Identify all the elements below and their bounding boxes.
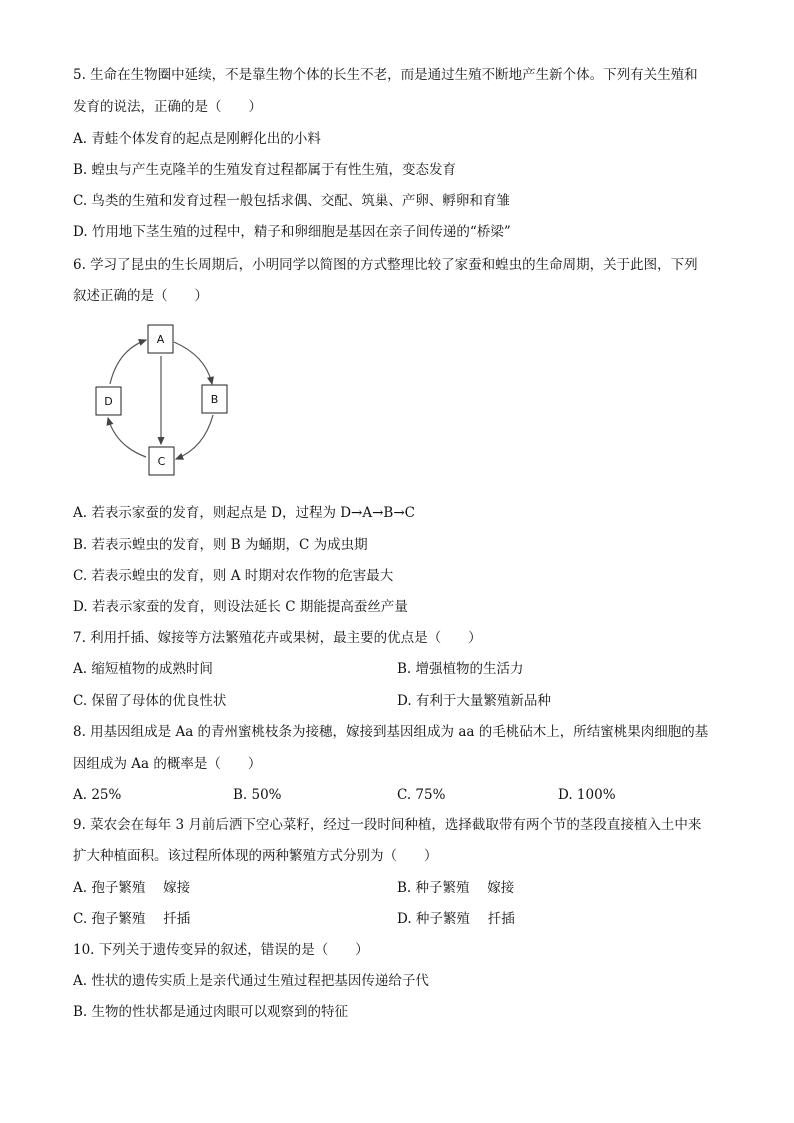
q8-option-b: B. 50% (233, 787, 282, 803)
q5-stem-line2: 发育的说法，正确的是（ ） (73, 99, 262, 115)
q8-option-a: A. 25% (73, 787, 122, 803)
q7-option-b: B. 增强植物的生活力 (397, 661, 524, 677)
q5-option-d: D. 竹用地下茎生殖的过程中，精子和卵细胞是基因在亲子间传递的“桥梁” (73, 224, 511, 240)
q9-option-b: B. 种子繁殖 嫁接 (397, 880, 515, 896)
q6-option-b: B. 若表示蝗虫的发育，则 B 为蛹期，C 为成虫期 (73, 537, 368, 553)
q7-option-c: C. 保留了母体的优良性状 (73, 693, 227, 709)
arrow-b-to-c (176, 415, 213, 459)
arrow-d-to-a (110, 340, 146, 384)
q6-stem-line2: 叙述正确的是（ ） (73, 288, 208, 304)
node-a (148, 325, 173, 353)
q6-stem-line1: 6. 学习了昆虫的生长周期后，小明同学以简图的方式整理比较了家蚕和蝗虫的生命周期，关于此图，下列 (73, 257, 698, 273)
node-c (149, 447, 174, 475)
arrow-c-to-d (108, 418, 146, 457)
q6-option-d: D. 若表示家蚕的发育，则设法延长 C 期能提高蚕丝产量 (73, 599, 408, 615)
q9-option-a: A. 孢子繁殖 嫁接 (73, 880, 191, 896)
svg-text:A: A (156, 333, 165, 346)
q10-stem: 10. 下列关于遗传变异的叙述，错误的是（ ） (73, 942, 369, 958)
svg-text:C: C (157, 455, 166, 468)
q8-option-c: C. 75% (397, 787, 446, 803)
q6-option-a: A. 若表示家蚕的发育，则起点是 D，过程为 D→A→B→C (73, 505, 415, 521)
q10-option-b: B. 生物的性状都是通过肉眼可以观察到的特征 (73, 1004, 349, 1020)
q8-stem-line2: 因组成为 Aa 的概率是（ ） (73, 756, 262, 772)
q5-option-c: C. 鸟类的生殖和发育过程一般包括求偶、交配、筑巢、产卵、孵卵和育雏 (73, 193, 510, 209)
node-b (202, 385, 227, 413)
q7-stem: 7. 利用扦插、嫁接等方法繁殖花卉或果树，最主要的优点是（ ） (73, 630, 482, 646)
q10-option-a: A. 性状的遗传实质上是亲代通过生殖过程把基因传递给子代 (73, 973, 429, 989)
q9-option-d: D. 种子繁殖 扦插 (397, 911, 515, 927)
q5-option-b: B. 蝗虫与产生克隆羊的生殖发育过程都属于有性生殖，变态发育 (73, 162, 457, 178)
life-cycle-diagram (88, 318, 238, 483)
q8-option-d: D. 100% (558, 787, 616, 803)
q7-option-a: A. 缩短植物的成熟时间 (73, 661, 213, 677)
q9-stem-line1: 9. 菜农会在每年 3 月前后洒下空心菜籽，经过一段时间种植，选择截取带有两个节的茎段直接植入土中来 (73, 817, 702, 833)
q9-stem-line2: 扩大种植面积。该过程所体现的两种繁殖方式分别为（ ） (73, 848, 438, 864)
q9-option-c: C. 孢子繁殖 扦插 (73, 911, 191, 927)
arrow-a-to-b (174, 342, 212, 384)
node-d (96, 387, 121, 415)
q7-option-d: D. 有利于大量繁殖新品种 (397, 693, 551, 709)
svg-text:D: D (104, 395, 113, 408)
svg-text:B: B (210, 393, 219, 406)
q5-option-a: A. 青蛙个体发育的起点是刚孵化出的小料 (73, 131, 321, 147)
q8-stem-line1: 8. 用基因组成是 Aa 的青州蜜桃枝条为接穗，嫁接到基因组成为 aa 的毛桃砧木上，所结蜜桃果肉细胞的基 (73, 724, 709, 740)
q5-stem-line1: 5. 生命在生物圈中延续，不是靠生物个体的长生不老，而是通过生殖不断地产生新个体。下列有关生殖和 (73, 67, 698, 83)
q6-option-c: C. 若表示蝗虫的发育，则 A 时期对农作物的危害最大 (73, 568, 394, 584)
